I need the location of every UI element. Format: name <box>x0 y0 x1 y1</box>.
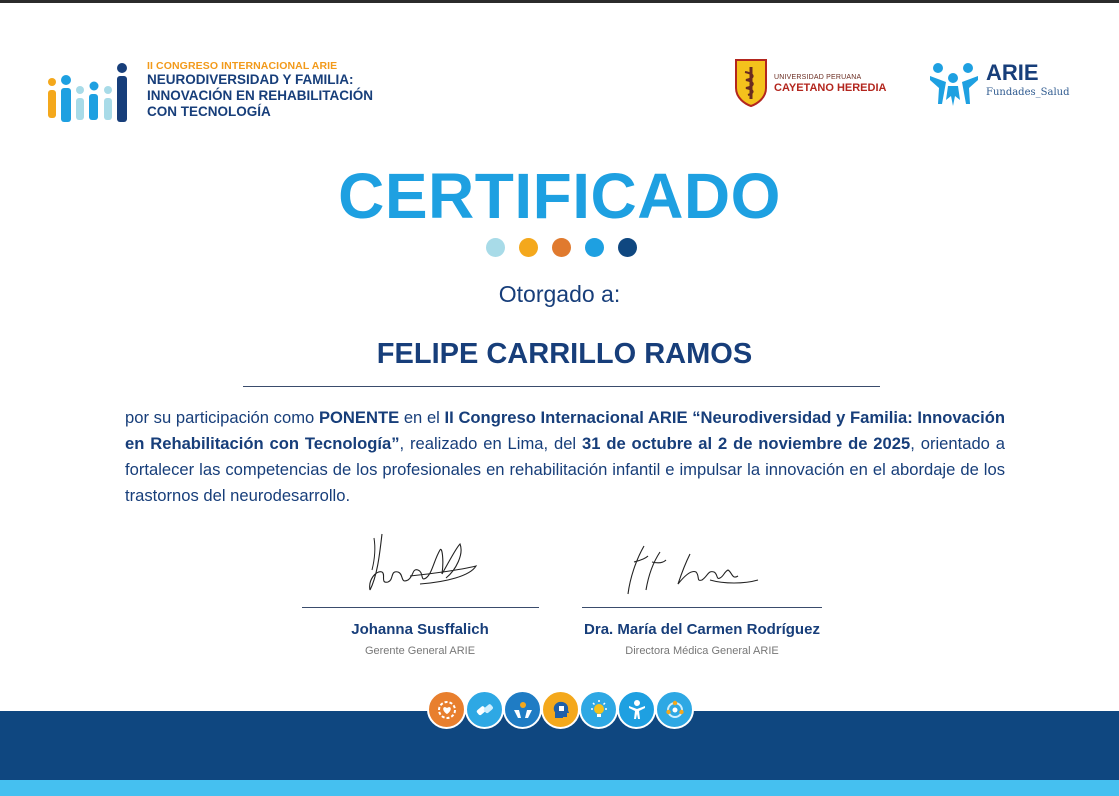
heart-hand-icon <box>427 690 466 729</box>
decorative-dots <box>486 238 636 258</box>
congress-title-line-1: NEURODIVERSIDAD Y FAMILIA: <box>147 72 354 87</box>
university-crest-icon <box>733 58 769 108</box>
dot-2 <box>519 238 538 257</box>
arie-subtitle: Fundades_Salud <box>986 87 1070 98</box>
university-label: UNIVERSIDAD PERUANA <box>774 74 862 81</box>
footer-icons <box>427 690 699 732</box>
congress-logo-icon <box>46 60 130 124</box>
head-puzzle-icon <box>541 690 580 729</box>
footer-stripe <box>0 780 1119 796</box>
body-role: PONENTE <box>318 408 400 427</box>
congress-title <box>147 60 373 120</box>
body-text-3: , realizado en Lima, del <box>399 434 582 453</box>
signature-block-2 <box>582 621 822 659</box>
body-text-1: por su participación como <box>125 408 319 427</box>
signature-block-1 <box>300 621 540 659</box>
lightbulb-icon <box>579 690 618 729</box>
university-name: CAYETANO HEREDIA <box>774 82 887 94</box>
puzzle-link-icon <box>465 690 504 729</box>
body-text-2: en el <box>399 408 445 427</box>
helping-hands-icon <box>503 690 542 729</box>
top-border <box>0 0 1119 3</box>
signature-2-line <box>582 607 822 608</box>
dot-5 <box>618 238 637 257</box>
awarded-to-label: Otorgado a: <box>498 281 621 307</box>
signer-1-role: Gerente General ARIE <box>364 645 476 657</box>
university-logo-text <box>774 72 886 94</box>
signature-2-image <box>620 540 770 600</box>
recipient-name: FELIPE CARRILLO RAMOS <box>376 338 753 370</box>
dot-4 <box>585 238 604 257</box>
congress-title-line-3: CON TECNOLOGÍA <box>147 104 271 119</box>
certificate-title: CERTIFICADO <box>338 160 781 232</box>
body-dates: 31 de octubre al 2 de noviembre de 2025 <box>582 434 911 453</box>
arie-name: ARIE <box>986 60 1039 85</box>
body-text-4: , orientado a fortalecer las competencias de los profesionales en rehabilitación infantil e impulsar la innovación en el abordaje de los trastornos del neurodesarrollo. <box>125 434 1005 505</box>
recipient-underline <box>243 386 880 387</box>
signer-1-name: Johanna Susffalich <box>351 621 489 638</box>
body-event-name: II Congreso Internacional ARIE “Neurodiversidad y Familia: Innovación en Rehabilitación con Tecnología” <box>125 408 1005 453</box>
congress-title-line-2: INNOVACIÓN EN REHABILITACIÓN <box>147 88 373 103</box>
community-icon <box>655 690 694 729</box>
signer-2-name: Dra. María del Carmen Rodríguez <box>584 621 820 638</box>
dot-3 <box>552 238 571 257</box>
signer-2-role: Directora Médica General ARIE <box>625 645 779 657</box>
arie-family-icon <box>928 60 980 108</box>
certificate-body <box>125 405 1005 509</box>
signature-1-line <box>302 607 539 608</box>
dot-1 <box>486 238 505 257</box>
person-icon <box>617 690 656 729</box>
congress-kicker: II CONGRESO INTERNACIONAL ARIE <box>147 60 338 72</box>
signature-1-image <box>360 530 480 596</box>
